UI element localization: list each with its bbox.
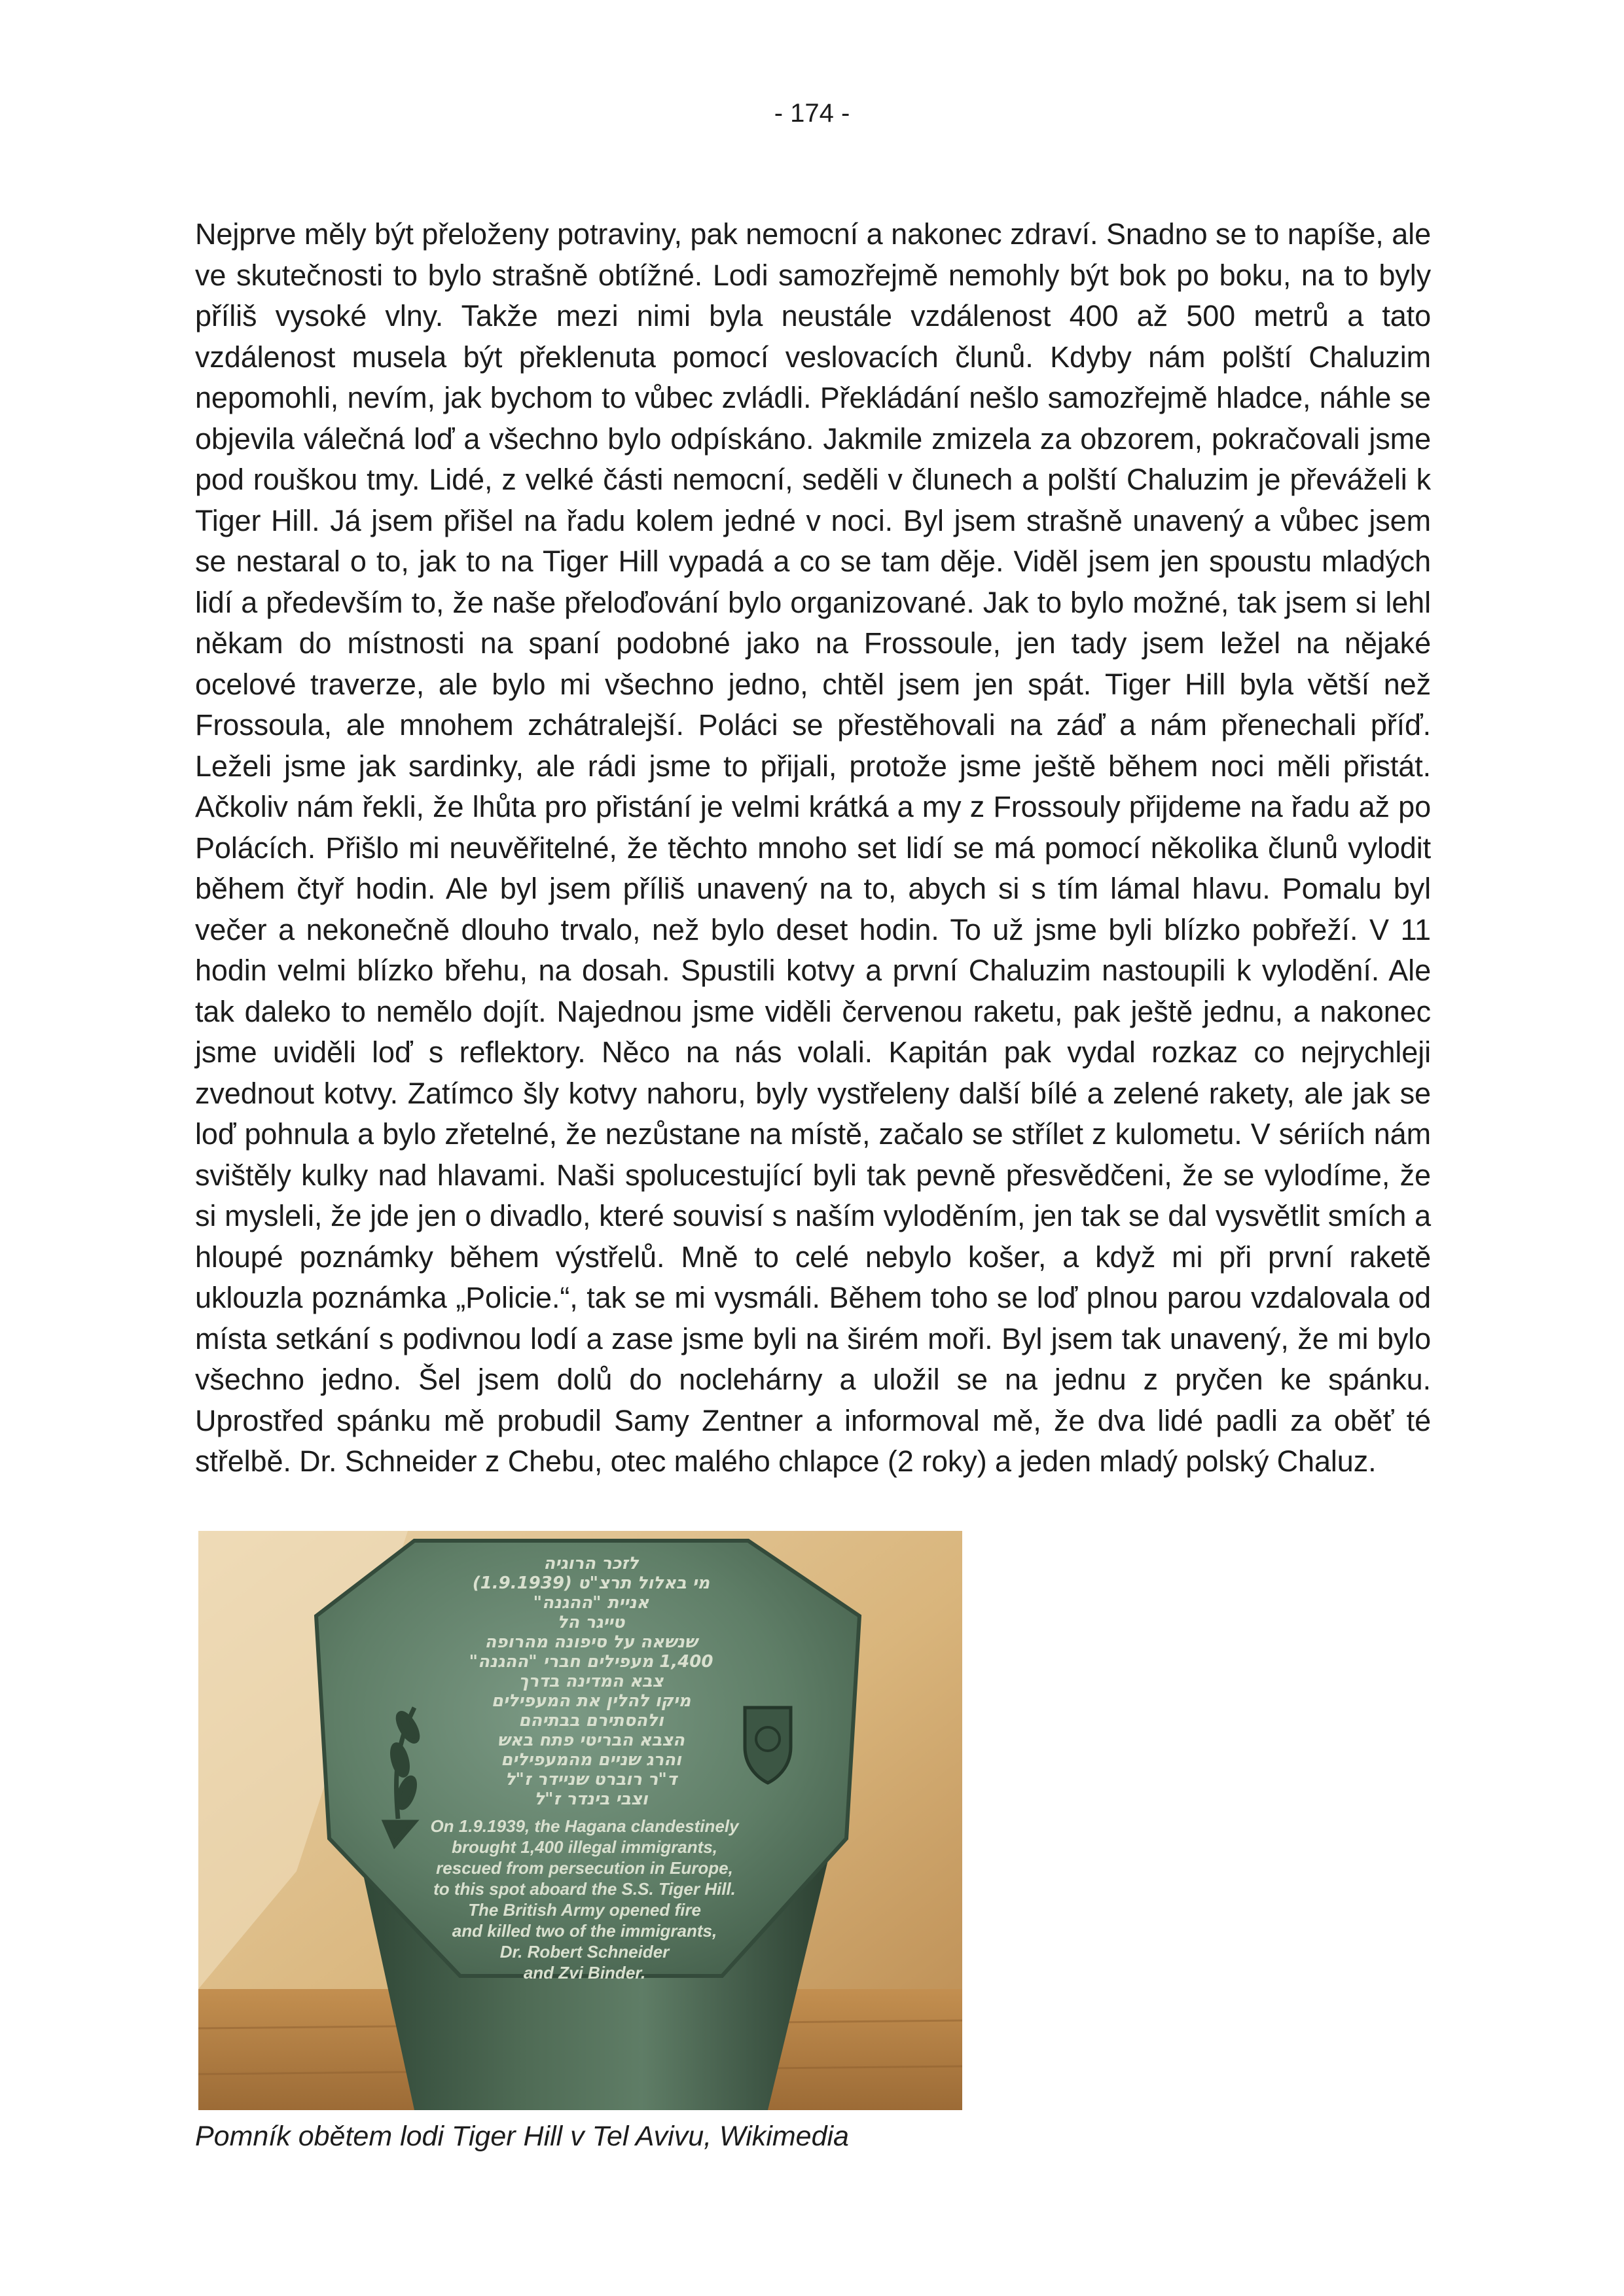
body-paragraph: Nejprve měly být přeloženy potraviny, pak nemocní a nakonec zdraví. Snadno se to napíše, ale ve skutečnosti to bylo strašně obtížné. Lodi samozřejmě nemohly být bok po boku, na to byly příliš vysoké vlny. Takže mezi nimi byla neustále vzdálenost 400 až 500 metrů a tato vzdálenost musela být překlenuta pomocí veslovacích člunů. Kdyby nám polští Chaluzim nepomohli, nevím, jak bychom to vůbec zvládli. Překládání nešlo samozřejmě hladce, náhle se objevila válečná loď a všechno bylo odpískáno. Jakmile zmizela za obzorem, pokračovali jsme pod rouškou tmy. Lidé, z velké části nemocní, seděli v člunech a polští Chaluzim je převáželi k Tiger Hill. Já jsem přišel na řadu kolem jedné v noci. Byl jsem strašně unavený a vůbec jsem se nestaral o to, jak to na Tiger Hill vypadá a co se tam děje. Viděl jsem jen spoustu mladých lidí a především to, že naše přeloďování bylo organizované. Jak to bylo možné, tak jsem si lehl někam do místnosti na spaní podobné jako na Frossoule, jen tady jsem ležel na nějaké ocelové traverze, ale bylo mi všechno jedno, chtěl jsem jen spát. Tiger Hill byla větší než Frossoula, ale mnohem zchátralejší. Poláci se přestěhovali na záď a nám přenechali příď. Leželi jsme jak sardinky, ale rádi jsme to přijali, protože jsme ještě během noci měli přistát. Ačkoliv nám řekli, že lhůta pro přistání je velmi krátká a my z Frossouly přijdeme na řadu až po Polácích. Přišlo mi neuvěřitelné, že těchto mnoho set lidí se má pomocí několika člunů vylodit během čtyř hodin. Ale byl jsem příliš unavený na to, abych si s tím lámal hlavu. Pomalu byl večer a nekonečně dlouho trvalo, než bylo deset hodin. To už jsme byli blízko pobřeží. V 11 hodin velmi blízko břehu, na dosah. Spustili kotvy a první Chaluzim nastoupili k vylodění. Ale tak daleko to nemělo dojít. Najednou jsme viděli červenou raketu, pak ještě jednu, a nakonec jsme uviděli loď s reflektory. Něco na nás volali. Kapitán pak vydal rozkaz co nejrychleji zvednout kotvy. Zatímco šly kotvy nahoru, byly vystřeleny další bílé a zelené rakety, ale jak se loď pohnula a bylo zřetelné, že nezůstane na místě, začalo se střílet z kulometu. V sériích nám svištěly kulky nad hlavami. Naši spolucestující byli tak pevně přesvědčeni, že se vylodíme, že si mysleli, že jde jen o divadlo, které souvisí s naším vyloděním, jen tak se dal vysvětlit smích a hloupé poznámky během výstřelů. Mně to celé nebylo košer, a když mi při první raketě uklouzla poznámka „Policie.“, tak se mi vysmáli. Během toho se loď plnou parou vzdalovala od místa setkání s podivnou lodí a zase jsme byli na širém moři. Byl jsem tak unavený, že mi bylo všechno jedno. Šel jsem dolů do noclehárny a uložil se na jednu z pryčen ke spánku. Uprostřed spánku mě probudil Samy Zentner a informoval mě, že dva lidé padli za oběť té střelbě. Dr. Schneider z Chebu, otec malého chlapce (2 roky) a jeden mladý polský Chaluz. (195, 217, 1431, 1478)
plaque-english-line: rescued from persecution in Europe, (436, 1858, 733, 1878)
plaque-hebrew-line: 1,400 מעפילים חברי "ההגנה" (469, 1652, 713, 1672)
plaque-english-line: The British Army opened fire (468, 1900, 701, 1920)
memorial-plaque-illustration (198, 1531, 962, 2110)
figure-caption: Pomník obětem lodi Tiger Hill v Tel Avivu, Wikimedia (195, 2121, 849, 2152)
plaque-english-line: and killed two of the immigrants, (452, 1921, 717, 1941)
plaque-hebrew-line: והרג שניים מהמעפילים (501, 1750, 681, 1770)
plaque-hebrew-line: ד"ר רוברט שניידר ז"ל (505, 1770, 677, 1789)
plaque-hebrew-line: אניית "ההגנה" (533, 1593, 649, 1613)
plaque-hebrew-line: מי באלול תרצ"ט (1.9.1939) (472, 1573, 710, 1593)
plaque-hebrew-line: וצבי בינדר ז"ל (534, 1789, 648, 1809)
plaque-hebrew-line: הצבא הבריטי פתח באש (497, 1731, 685, 1750)
plaque-english-line: Dr. Robert Schneider (499, 1942, 670, 1962)
memorial-photo (198, 1531, 962, 2110)
page-number: - 174 - (774, 99, 850, 128)
plaque-english-line: brought 1,400 illegal immigrants, (452, 1837, 717, 1857)
plaque-english-line: and Zvi Binder. (523, 1963, 646, 1982)
plaque-hebrew-line: ולהסתירם בבתיהם (518, 1711, 664, 1731)
plaque-hebrew-line: שנשאה על סיפונה מהרופה (484, 1632, 698, 1652)
plaque-hebrew-line: מיקו להלין את המעפילים (491, 1691, 691, 1711)
shield-emblem-icon (745, 1708, 791, 1783)
plaque-english-line: to this spot aboard the S.S. Tiger Hill. (433, 1879, 736, 1899)
plaque-hebrew-line: לזכר הרוגיה (543, 1554, 639, 1573)
plaque-hebrew-line: טייגר הל (557, 1613, 625, 1632)
plaque-hebrew-line: צבא המדינה בדרך (518, 1672, 664, 1691)
plaque-english-line: On 1.9.1939, the Hagana clandestinely (430, 1816, 739, 1836)
